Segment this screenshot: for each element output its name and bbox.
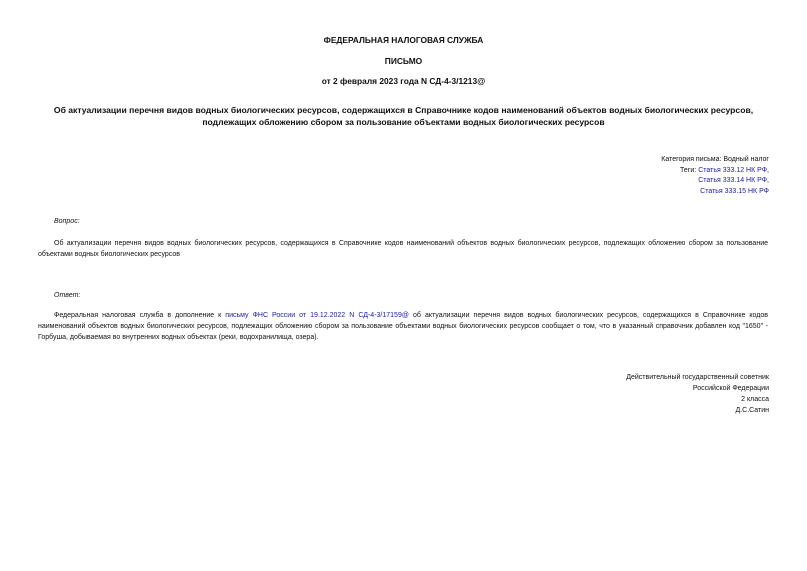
tag-link-333-14[interactable]: Статья 333.14 НК РФ: [698, 177, 768, 185]
signature-block: [626, 372, 769, 416]
letter-category: Категория письма: Водный налог: [661, 156, 769, 163]
referenced-letter-link[interactable]: письму ФНС России от 19.12.2022 N СД-4-3/17159@: [225, 312, 409, 319]
document-date-number: от 2 февраля 2023 года N СД-4-3/1213@: [321, 76, 486, 86]
answer-label: Ответ:: [54, 292, 81, 299]
question-label: Вопрос:: [54, 218, 80, 225]
question-text: [38, 238, 768, 260]
document-type: ПИСЬМО: [384, 56, 423, 66]
signer-rank-line3: 2 класса: [741, 396, 769, 403]
tag-link-333-15[interactable]: Статья 333.15 НК РФ: [700, 188, 769, 196]
signer-rank-line2: Российской Федерации: [692, 385, 769, 392]
question-body: Об актуализации перечня видов водных биологических ресурсов, содержащихся в Справочнике кодов наименований объектов водных биологических ресурсов, подлежащих обложению сбором за пользование объектами водных биологических ресурсов: [38, 240, 768, 258]
letter-metadata: Категория письма: Водный налог Теги: Статья 333.12 НК РФ, Статья 333.14 НК РФ, Статья 333.15 НК РФ: [661, 156, 769, 196]
agency-title: ФЕДЕРАЛЬНАЯ НАЛОГОВАЯ СЛУЖБА: [323, 35, 484, 45]
signer-rank-line1: Действительный государственный советник: [626, 374, 769, 381]
signer-name: Д.С.Сатин: [735, 407, 769, 414]
answer-body-end: об актуализации перечня видов водных биологических ресурсов, содержащихся в Справочнике кодов наименований объектов водных биологических ресурсов, подлежащих обложению сбором за пользование объектами водных биологических ресурсов сообщает о том, что в указанный справочник добавлен код "1650" - Горбуша, добываемая во внутренних водных объектах (реки, водохранилища, озера).: [38, 312, 768, 341]
document-subject: Об актуализации перечня видов водных биологических ресурсов, содержащихся в Справочнике кодов наименований объектов водных биологических ресурсов, подлежащих обложению сбором за пользование объектами водных биологических ресурсов: [53, 105, 754, 127]
tag-link-333-12[interactable]: Статья 333.12 НК РФ: [698, 166, 768, 174]
answer-text: [38, 310, 768, 343]
tags-label: Теги:: [680, 166, 699, 174]
letter-tags: Теги: Статья 333.12 НК РФ,: [680, 166, 769, 174]
answer-body-start: Федеральная налоговая служба в дополнение к: [54, 312, 226, 319]
